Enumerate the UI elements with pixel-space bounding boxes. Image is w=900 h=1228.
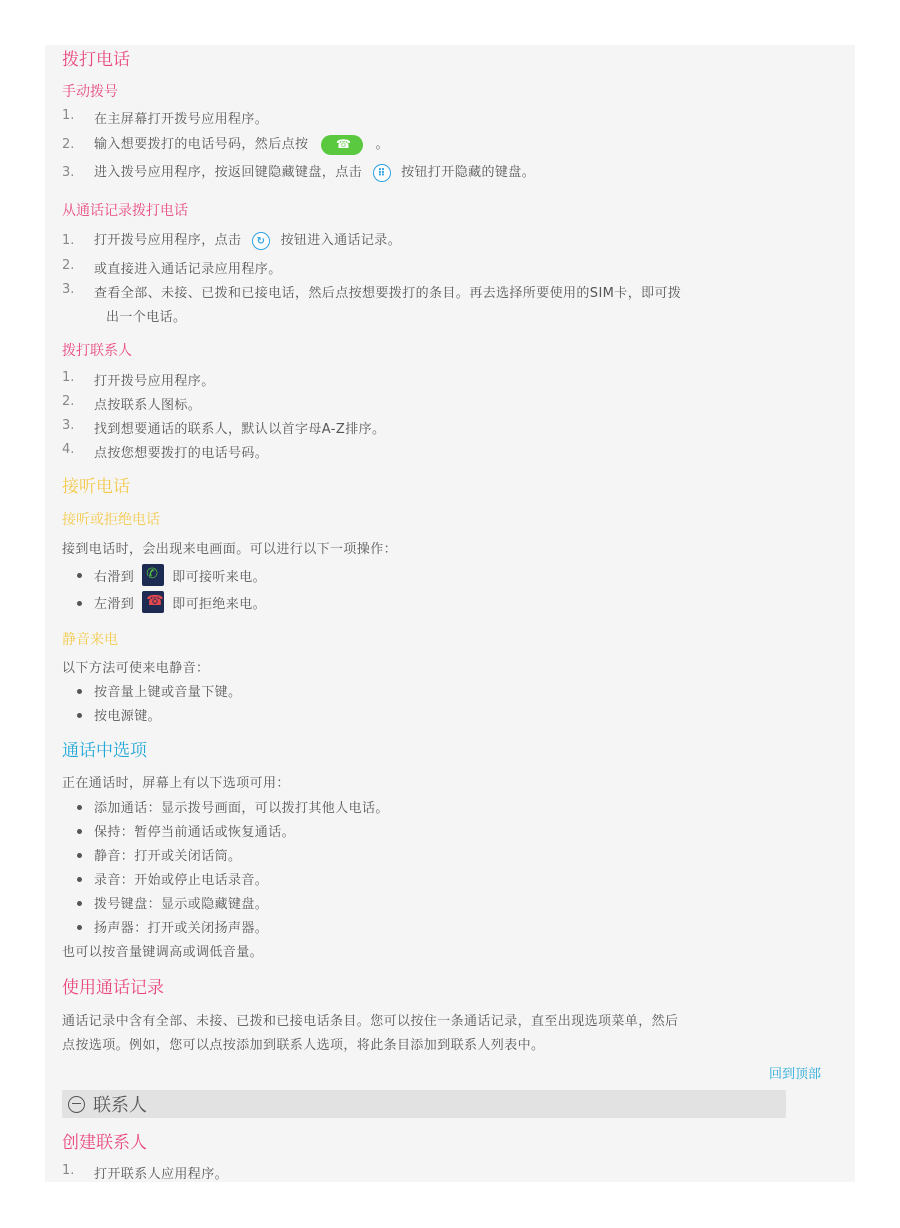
contacts-section-header[interactable] xyxy=(62,1090,786,1118)
bullet xyxy=(77,901,82,906)
list-item: 在主屏幕打开拨号应用程序。 xyxy=(94,112,269,127)
keypad-icon: ⠿ xyxy=(373,164,391,182)
list-number: 3. xyxy=(62,418,75,433)
paragraph: 正在通话时，屏幕上有以下选项可用： xyxy=(62,776,290,791)
list-item-text: 右滑到 xyxy=(94,569,135,585)
list-item xyxy=(94,591,266,613)
paragraph: 以下方法可使来电静音： xyxy=(62,661,210,676)
list-number: 2. xyxy=(62,137,75,152)
subsection-title-log: 从通话记录拨打电话 xyxy=(62,203,188,219)
list-item xyxy=(94,161,535,182)
section-title-answer: 接听电话 xyxy=(62,477,130,497)
bullet xyxy=(77,925,82,930)
list-item-text: 进入拨号应用程序，按返回键隐藏键盘，点击 xyxy=(94,165,363,180)
bullet xyxy=(77,805,82,810)
list-item-text: 即可拒绝来电。 xyxy=(172,596,267,612)
section-title-options: 通话中选项 xyxy=(62,741,147,761)
answer-call-icon: ✆ xyxy=(142,564,164,586)
list-item-text: 按钮进入通话记录。 xyxy=(280,233,402,248)
call-log-icon: ↻ xyxy=(252,232,270,250)
list-item: 保持：暂停当前通话或恢复通话。 xyxy=(94,825,296,840)
paragraph-continuation: 点按选项。例如，您可以点按添加到联系人选项，将此条目添加到联系人列表中。 xyxy=(62,1038,545,1053)
list-number: 1. xyxy=(62,108,75,123)
subsection-title-manual: 手动拨号 xyxy=(62,84,118,100)
bullet xyxy=(77,829,82,834)
list-item: 找到想要通话的联系人，默认以首字母A-Z排序。 xyxy=(94,422,386,437)
section-title-dial: 拨打电话 xyxy=(62,50,130,70)
paragraph: 通话记录中含有全部、未接、已拨和已接电话条目。您可以按住一条通话记录，直至出现选项菜单，然后 xyxy=(62,1014,679,1029)
list-item: 添加通话：显示拨号画面，可以拨打其他人电话。 xyxy=(94,801,389,816)
list-item: 录音：开始或停止电话录音。 xyxy=(94,873,269,888)
list-number: 1. xyxy=(62,1163,75,1178)
document-page xyxy=(45,45,855,1182)
bullet xyxy=(77,713,82,718)
list-item-continuation: 出一个电话。 xyxy=(106,310,187,325)
list-item: 查看全部、未接、已拨和已接电话，然后点按想要拨打的条目。再去选择所要使用的SIM卡，即可拨 xyxy=(94,286,682,301)
list-number: 2. xyxy=(62,258,75,273)
list-item: 拨号键盘：显示或隐藏键盘。 xyxy=(94,897,269,912)
subsection-title-answer-reject: 接听或拒绝电话 xyxy=(62,512,160,528)
list-number: 2. xyxy=(62,394,75,409)
list-item-text: 打开拨号应用程序，点击 xyxy=(94,233,242,248)
bullet xyxy=(77,689,82,694)
list-item: 打开拨号应用程序。 xyxy=(94,374,215,389)
list-number: 3. xyxy=(62,282,75,297)
bullet xyxy=(77,877,82,882)
list-item: 打开联系人应用程序。 xyxy=(94,1167,229,1182)
bullet xyxy=(77,601,82,606)
list-item: 点按联系人图标。 xyxy=(94,398,202,413)
paragraph: 接到电话时，会出现来电画面。可以进行以下一项操作： xyxy=(62,542,398,557)
minus-circle-icon[interactable] xyxy=(68,1096,85,1113)
list-item xyxy=(94,229,401,250)
paragraph: 也可以按音量键调高或调低音量。 xyxy=(62,945,264,960)
list-item-text: 左滑到 xyxy=(94,596,135,612)
bullet xyxy=(77,853,82,858)
list-item: 扬声器：打开或关闭扬声器。 xyxy=(94,921,269,936)
subsection-title-mute: 静音来电 xyxy=(62,632,118,648)
subsection-title-contact: 拨打联系人 xyxy=(62,343,132,359)
list-number: 4. xyxy=(62,442,75,457)
list-item: 或直接进入通话记录应用程序。 xyxy=(94,262,282,277)
list-item xyxy=(94,564,266,586)
list-item-text: 。 xyxy=(375,137,389,152)
list-item xyxy=(94,133,389,155)
list-item-text: 按钮打开隐藏的键盘。 xyxy=(401,165,536,180)
bullet xyxy=(77,573,82,578)
list-item: 按音量上键或音量下键。 xyxy=(94,685,242,700)
list-number: 1. xyxy=(62,233,75,248)
section-header-label: 联系人 xyxy=(93,1095,147,1116)
list-item-text: 输入想要拨打的电话号码，然后点按 xyxy=(94,137,309,152)
section-title-create: 创建联系人 xyxy=(62,1133,147,1153)
section-title-history: 使用通话记录 xyxy=(62,978,164,998)
reject-call-icon: ☎ xyxy=(142,591,164,613)
list-item: 按电源键。 xyxy=(94,709,162,724)
phone-call-icon xyxy=(321,135,363,155)
list-item: 静音：打开或关闭话筒。 xyxy=(94,849,242,864)
list-item-text: 即可接听来电。 xyxy=(172,569,267,585)
list-number: 3. xyxy=(62,165,75,180)
list-item: 点按您想要拨打的电话号码。 xyxy=(94,446,269,461)
list-number: 1. xyxy=(62,370,75,385)
back-to-top-link[interactable]: 回到顶部 xyxy=(768,1067,821,1082)
